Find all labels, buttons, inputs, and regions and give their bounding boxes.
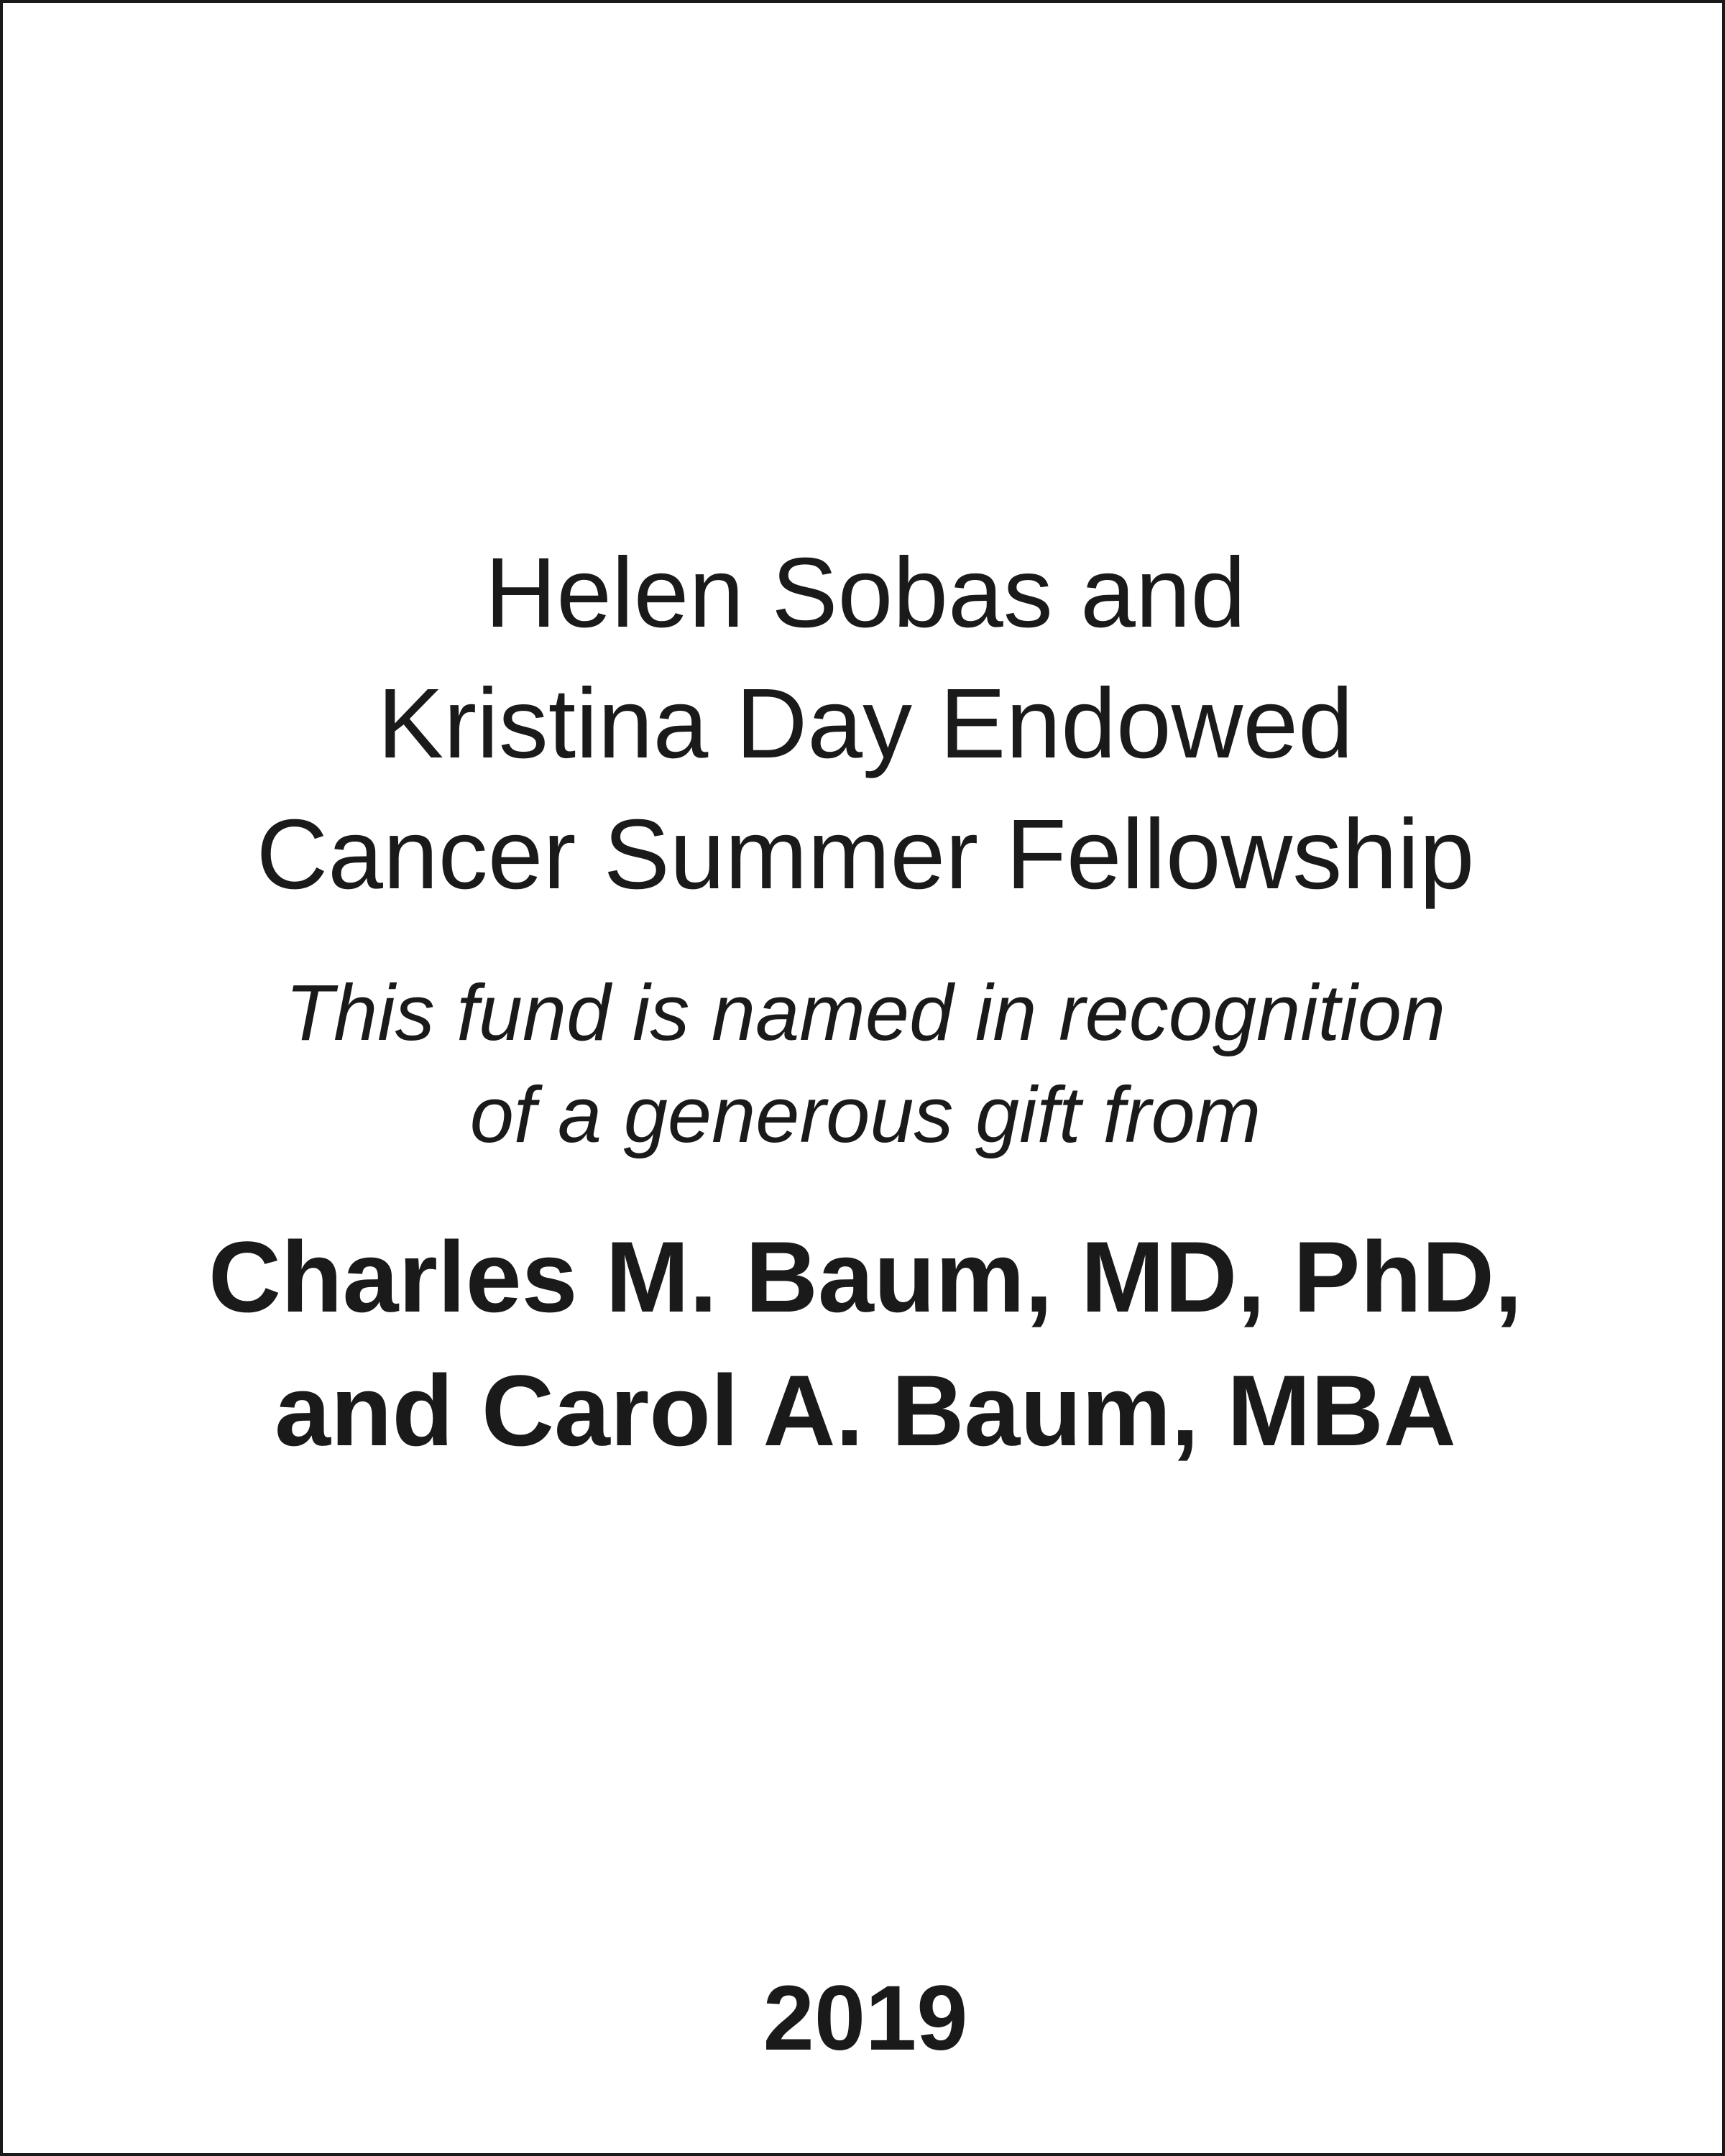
recognition-line-1: This fund is named in recognition — [285, 969, 1446, 1057]
recognition-line-2: of a generous gift from — [469, 1071, 1261, 1159]
fund-title-line-3: Cancer Summer Fellowship — [256, 799, 1475, 910]
year: 2019 — [763, 1967, 968, 2070]
donor-line-2: and Carol A. Baum, MBA — [275, 1354, 1456, 1467]
recognition-text — [3, 962, 1725, 1166]
fund-title-line-1: Helen Sobas and — [484, 538, 1246, 648]
fund-title — [3, 528, 1725, 920]
donor-line-1: Charles M. Baum, MD, PhD, — [208, 1220, 1523, 1333]
fund-title-line-2: Kristina Day Endowed — [377, 668, 1353, 779]
donor-names — [3, 1210, 1725, 1478]
